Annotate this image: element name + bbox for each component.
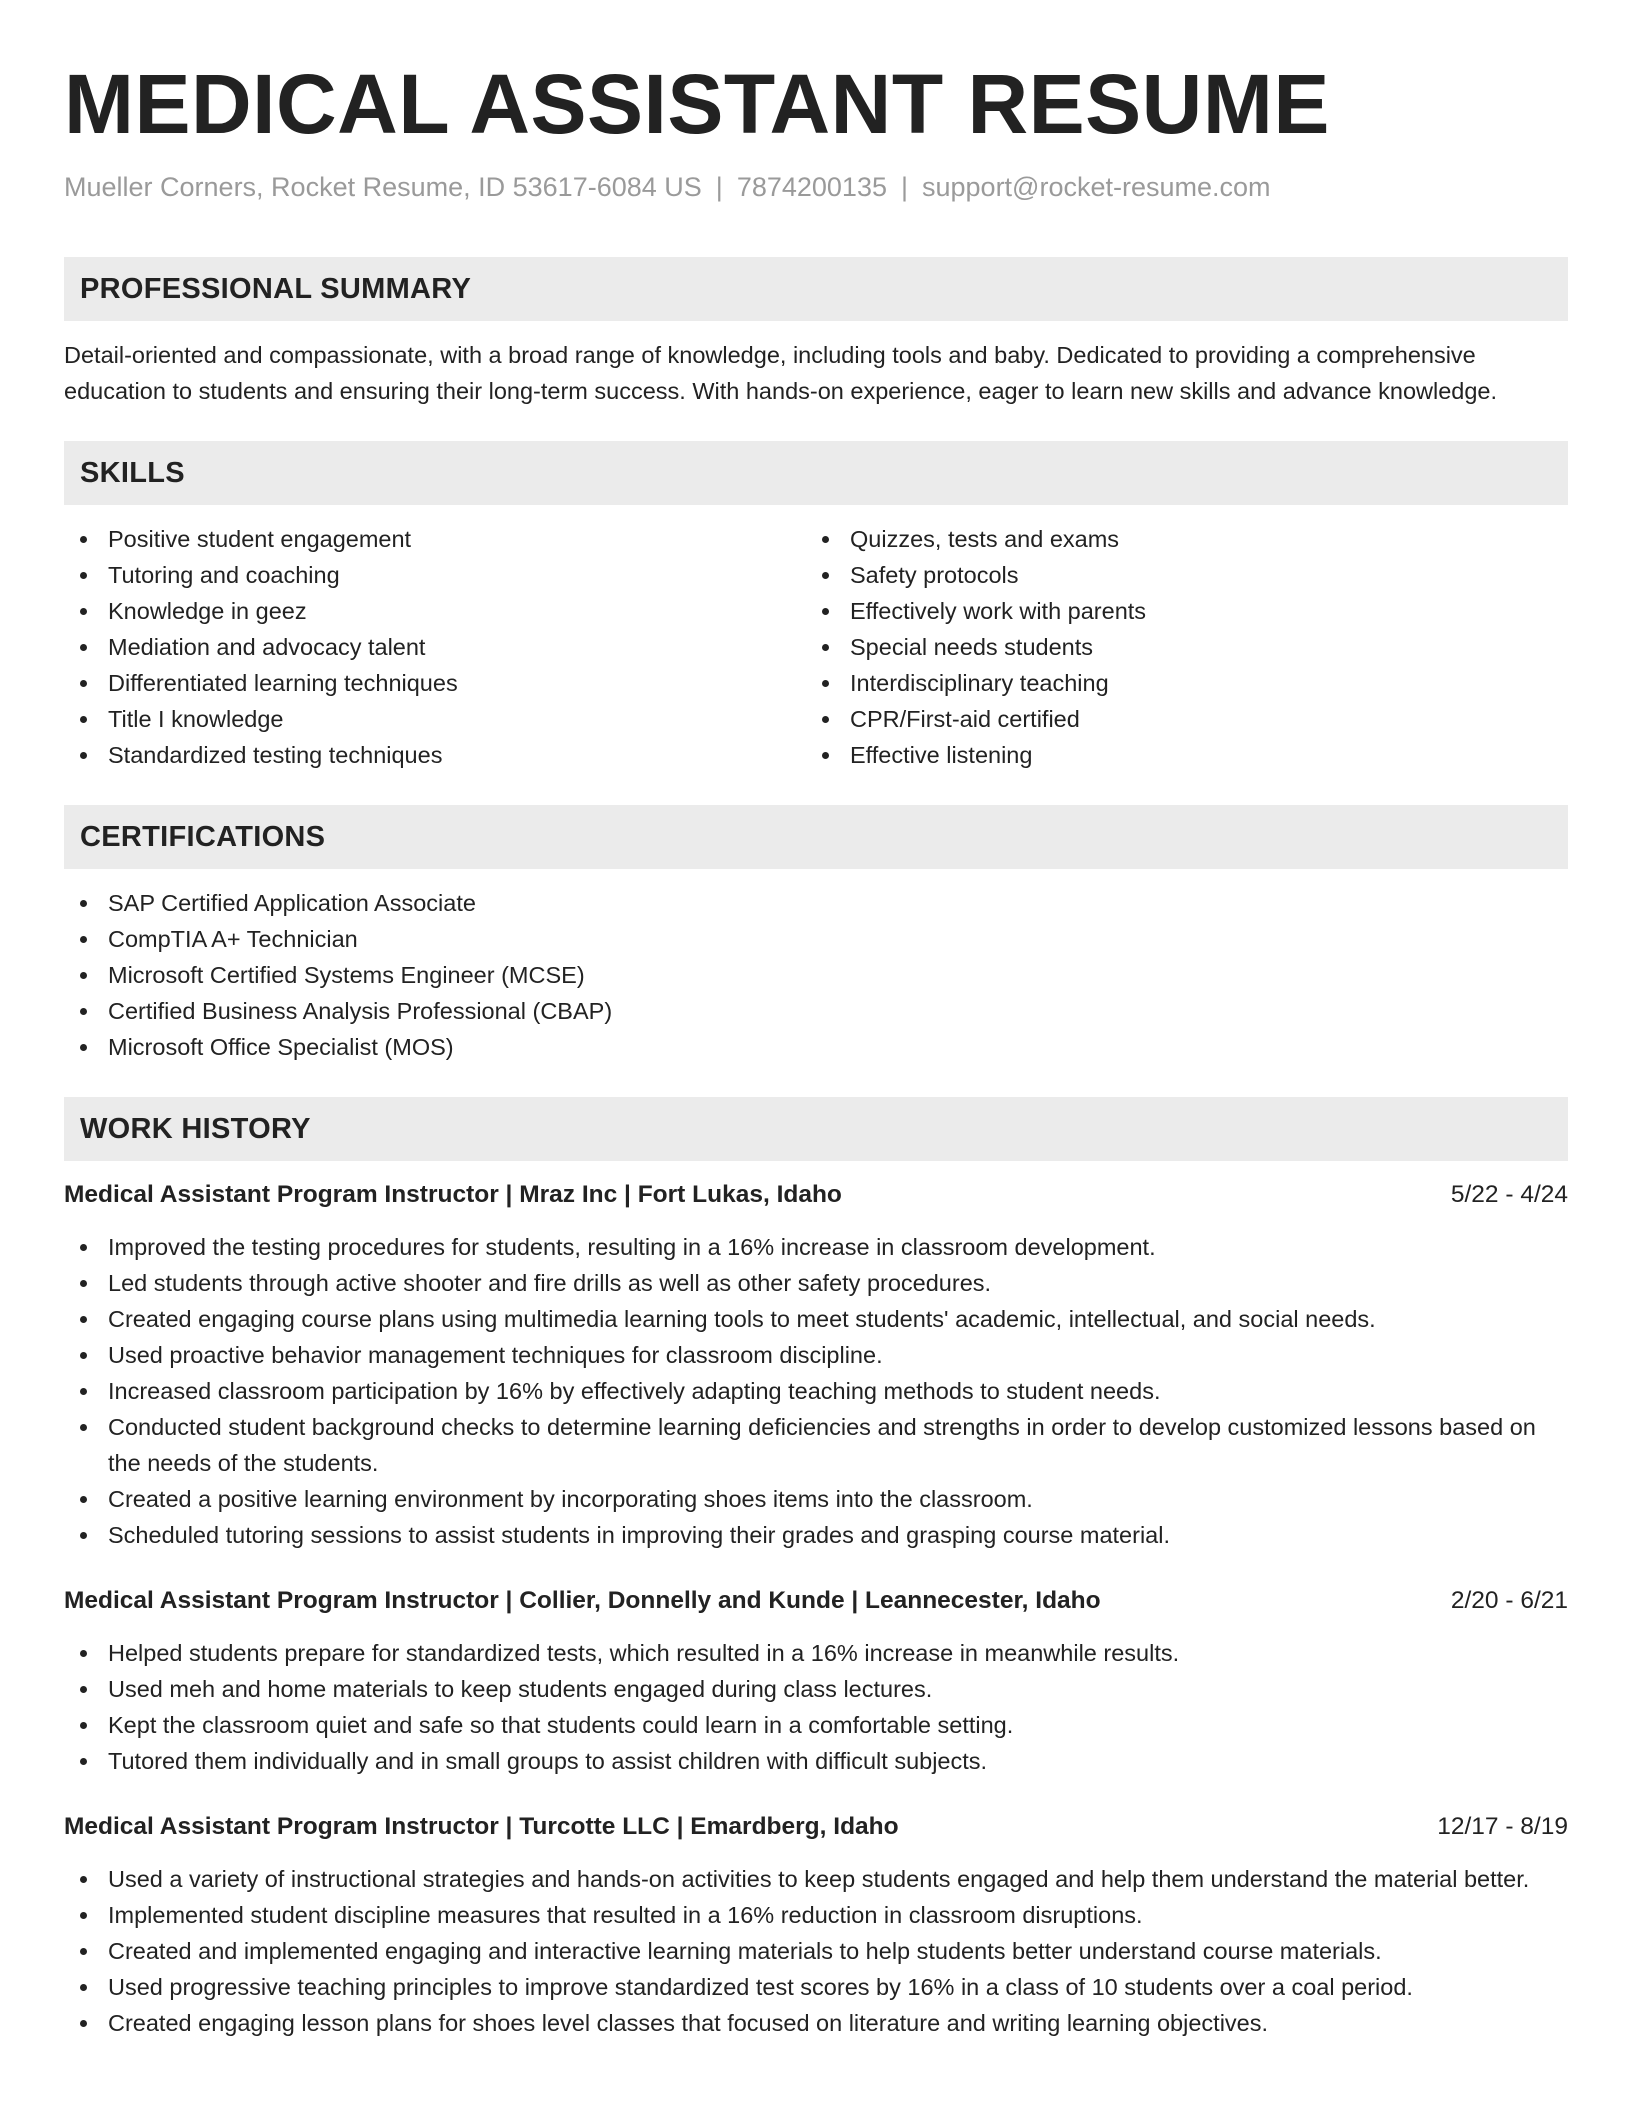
- job-bullet: Created a positive learning environment by incorporating shoes items into the classroom.: [64, 1481, 1568, 1517]
- certification-item: Microsoft Office Specialist (MOS): [64, 1029, 1568, 1065]
- skill-item: Positive student engagement: [64, 521, 806, 557]
- contact-email: support@rocket-resume.com: [922, 172, 1271, 202]
- contact-address: Mueller Corners, Rocket Resume, ID 53617-6084 US: [64, 172, 702, 202]
- job-bullet: Scheduled tutoring sessions to assist students in improving their grades and grasping course material.: [64, 1517, 1568, 1553]
- job-header: [64, 1583, 1568, 1619]
- skill-item: Special needs students: [806, 629, 1548, 665]
- skill-item: Mediation and advocacy talent: [64, 629, 806, 665]
- job-bullet: Helped students prepare for standardized tests, which resulted in a 16% increase in meanwhile results.: [64, 1635, 1568, 1671]
- contact-separator: |: [900, 172, 908, 202]
- resume-title: MEDICAL ASSISTANT RESUME: [64, 57, 1330, 151]
- skill-item: Tutoring and coaching: [64, 557, 806, 593]
- job-entry: [64, 1809, 1568, 2041]
- job-bullet: Used a variety of instructional strategies and hands-on activities to keep students engaged and help them understand the material better.: [64, 1861, 1568, 1897]
- job-dates: 2/20 - 6/21: [1450, 1587, 1568, 1614]
- section-header-work-history: WORK HISTORY: [64, 1097, 1568, 1161]
- job-dates: 12/17 - 8/19: [1437, 1813, 1568, 1840]
- contact-phone: 7874200135: [736, 172, 887, 202]
- section-header-professional-summary: PROFESSIONAL SUMMARY: [64, 257, 1568, 321]
- job-bullet: Created engaging course plans using multimedia learning tools to meet students' academic, intellectual, and social needs.: [64, 1301, 1568, 1337]
- skill-item: Standardized testing techniques: [64, 737, 806, 773]
- skill-item: CPR/First-aid certified: [806, 701, 1548, 737]
- job-entry: [64, 1177, 1568, 1553]
- skills-list: [64, 521, 1568, 773]
- job-title: Medical Assistant Program Instructor | Turcotte LLC | Emardberg, Idaho: [64, 1813, 899, 1840]
- job-bullet: Created and implemented engaging and interactive learning materials to help students better understand course materials.: [64, 1933, 1568, 1969]
- job-bullet: Led students through active shooter and fire drills as well as other safety procedures.: [64, 1265, 1568, 1301]
- job-dates: 5/22 - 4/24: [1450, 1181, 1568, 1208]
- certification-item: SAP Certified Application Associate: [64, 885, 1568, 921]
- contact-line: [64, 170, 1568, 204]
- job-bullet: Increased classroom participation by 16% by effectively adapting teaching methods to student needs.: [64, 1373, 1568, 1409]
- skills-column-right: [806, 521, 1548, 773]
- skill-item: Differentiated learning techniques: [64, 665, 806, 701]
- job-entry: [64, 1583, 1568, 1779]
- contact-separator: |: [715, 172, 723, 202]
- skill-item: Interdisciplinary teaching: [806, 665, 1548, 701]
- skill-item: Knowledge in geez: [64, 593, 806, 629]
- job-header: [64, 1177, 1568, 1213]
- job-title: Medical Assistant Program Instructor | Mraz Inc | Fort Lukas, Idaho: [64, 1181, 842, 1208]
- certifications-list: [64, 885, 1568, 1065]
- certification-item: CompTIA A+ Technician: [64, 921, 1568, 957]
- job-bullet: Tutored them individually and in small groups to assist children with difficult subjects.: [64, 1743, 1568, 1779]
- job-title: Medical Assistant Program Instructor | Collier, Donnelly and Kunde | Leannecester, Idaho: [64, 1587, 1101, 1614]
- skills-column-left: [64, 521, 806, 773]
- job-bullet: Kept the classroom quiet and safe so that students could learn in a comfortable setting.: [64, 1707, 1568, 1743]
- section-header-certifications: CERTIFICATIONS: [64, 805, 1568, 869]
- skill-item: Safety protocols: [806, 557, 1548, 593]
- job-header: [64, 1809, 1568, 1845]
- skill-item: Title I knowledge: [64, 701, 806, 737]
- section-header-skills: SKILLS: [64, 441, 1568, 505]
- job-bullets: [64, 1229, 1568, 1553]
- job-bullet: Conducted student background checks to determine learning deficiencies and strengths in order to develop customized lessons based on the needs of the students.: [64, 1409, 1568, 1481]
- job-bullet: Implemented student discipline measures that resulted in a 16% reduction in classroom disruptions.: [64, 1897, 1568, 1933]
- job-bullets: [64, 1861, 1568, 2041]
- job-bullet: Used progressive teaching principles to improve standardized test scores by 16% in a class of 10 students over a coal period.: [64, 1969, 1568, 2005]
- professional-summary-text: Detail-oriented and compassionate, with a broad range of knowledge, including tools and baby. Dedicated to providing a comprehensive education to students and ensuring their long-term success. With hands-on experience, eager to learn new skills and advance knowledge.: [64, 342, 1498, 404]
- skill-item: Effectively work with parents: [806, 593, 1548, 629]
- job-bullet: Used proactive behavior management techniques for classroom discipline.: [64, 1337, 1568, 1373]
- skill-item: Quizzes, tests and exams: [806, 521, 1548, 557]
- skill-item: Effective listening: [806, 737, 1548, 773]
- job-bullet: Used meh and home materials to keep students engaged during class lectures.: [64, 1671, 1568, 1707]
- job-bullet: Created engaging lesson plans for shoes level classes that focused on literature and writing learning objectives.: [64, 2005, 1568, 2041]
- resume-page: [64, 0, 1568, 2041]
- job-bullets: [64, 1635, 1568, 1779]
- certification-item: Microsoft Certified Systems Engineer (MCSE): [64, 957, 1568, 993]
- job-bullet: Improved the testing procedures for students, resulting in a 16% increase in classroom development.: [64, 1229, 1568, 1265]
- certification-item: Certified Business Analysis Professional (CBAP): [64, 993, 1568, 1029]
